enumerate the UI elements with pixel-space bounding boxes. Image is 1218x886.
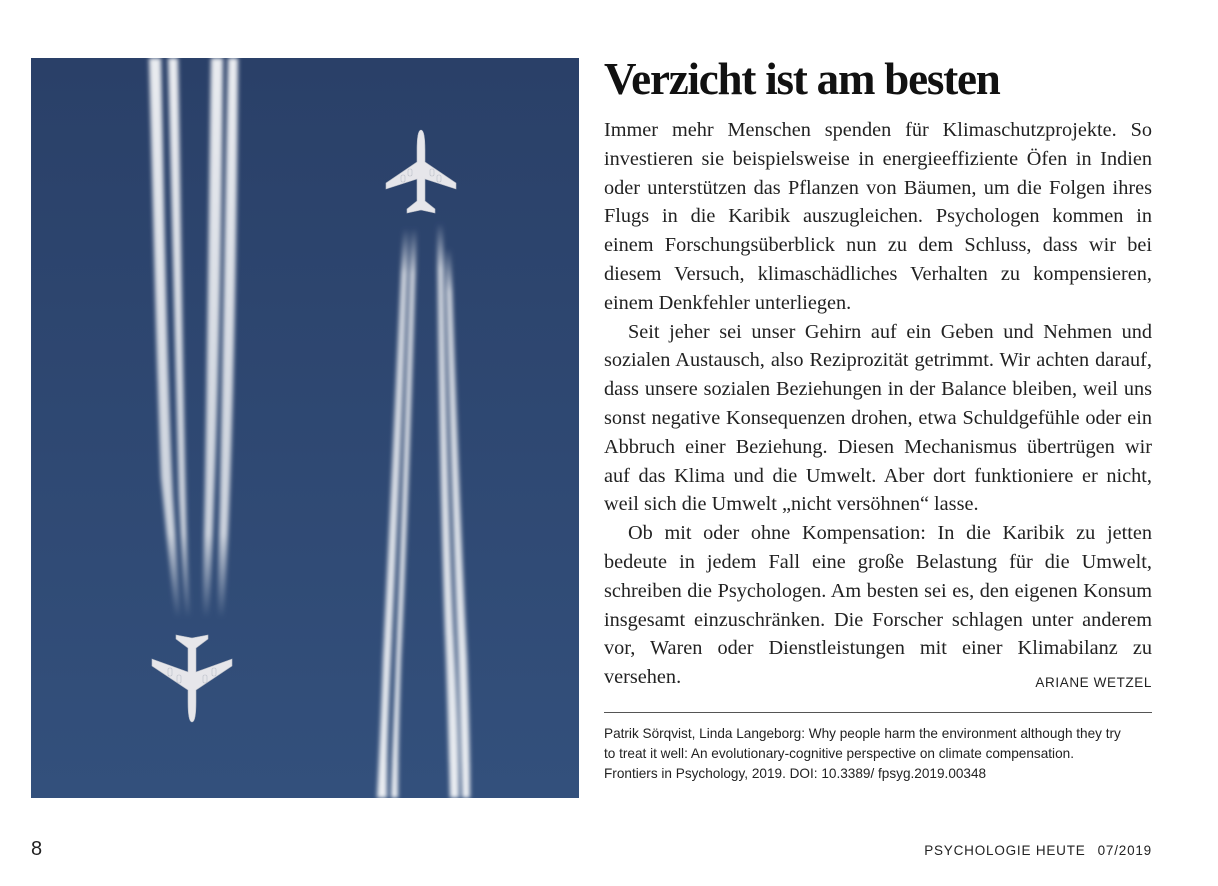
page-footer (924, 843, 1152, 858)
reference-citation: Patrik Sörqvist, Linda Langeborg: Why people harm the environment although they try to treat it well: An evolutionary-cognitive perspective on climate compensation. Frontiers in Psychology, 2019. DOI: 10.3389/ fpsyg.2019.00348 (604, 726, 1121, 781)
article-title: Verzicht ist am besten (604, 54, 1000, 104)
paragraph-text: Ob mit oder ohne Kompensation: In die Karibik zu jetten bedeute in jedem Fall eine große Belastung für die Umwelt, schreiben die Psychologen. Am besten sei es, den eigenen Konsum insgesamt einzuschränken. Die Forscher schlagen unter anderem vor, Waren oder Dienstleistungen mit einer Klimabilanz zu versehen. (604, 522, 1152, 689)
article-paragraph: Immer mehr Menschen spenden für Klimaschutzprojekte. So investieren sie beispielsweise in energieeffiziente Öfen in Indien oder unterstützen das Pflanzen von Bäumen, um die Folgen ihres Flugs in die Karibik auszugleichen. Psychologen kommen in einem Forschungsüberblick nun zu dem Schluss, dass wir bei diesem Versuch, klimaschädliches Verhalten zu kompensieren, einem Denkfehler unterliegen. (604, 119, 1152, 314)
author-name: ARIANE WETZEL (1035, 675, 1152, 691)
magazine-name: PSYCHOLOGIE HEUTE (924, 843, 1086, 858)
article-body (604, 116, 1152, 692)
article-paragraph (604, 519, 1152, 692)
article (604, 54, 1152, 698)
issue-number: 07/2019 (1097, 843, 1152, 858)
divider-line (604, 712, 1152, 713)
airplanes-sky-image (31, 58, 579, 798)
page-number: 8 (31, 838, 43, 860)
article-paragraph: Seit jeher sei unser Gehirn auf ein Geben und Nehmen und sozialen Austausch, also Reziprozität getrimmt. Wir achten darauf, dass unsere sozialen Beziehungen in der Balance bleiben, weil uns sonst negative Konsequenzen drohen, etwa Schuldgefühle oder ein Abbruch einer Beziehung. Diesen Mechanismus übertrügen wir auf das Klima und die Umwelt. Aber dort funktioniere er nicht, weil sich die Umwelt „nicht versöhnen“ lasse. (604, 320, 1152, 516)
contrails-photo (31, 58, 579, 798)
